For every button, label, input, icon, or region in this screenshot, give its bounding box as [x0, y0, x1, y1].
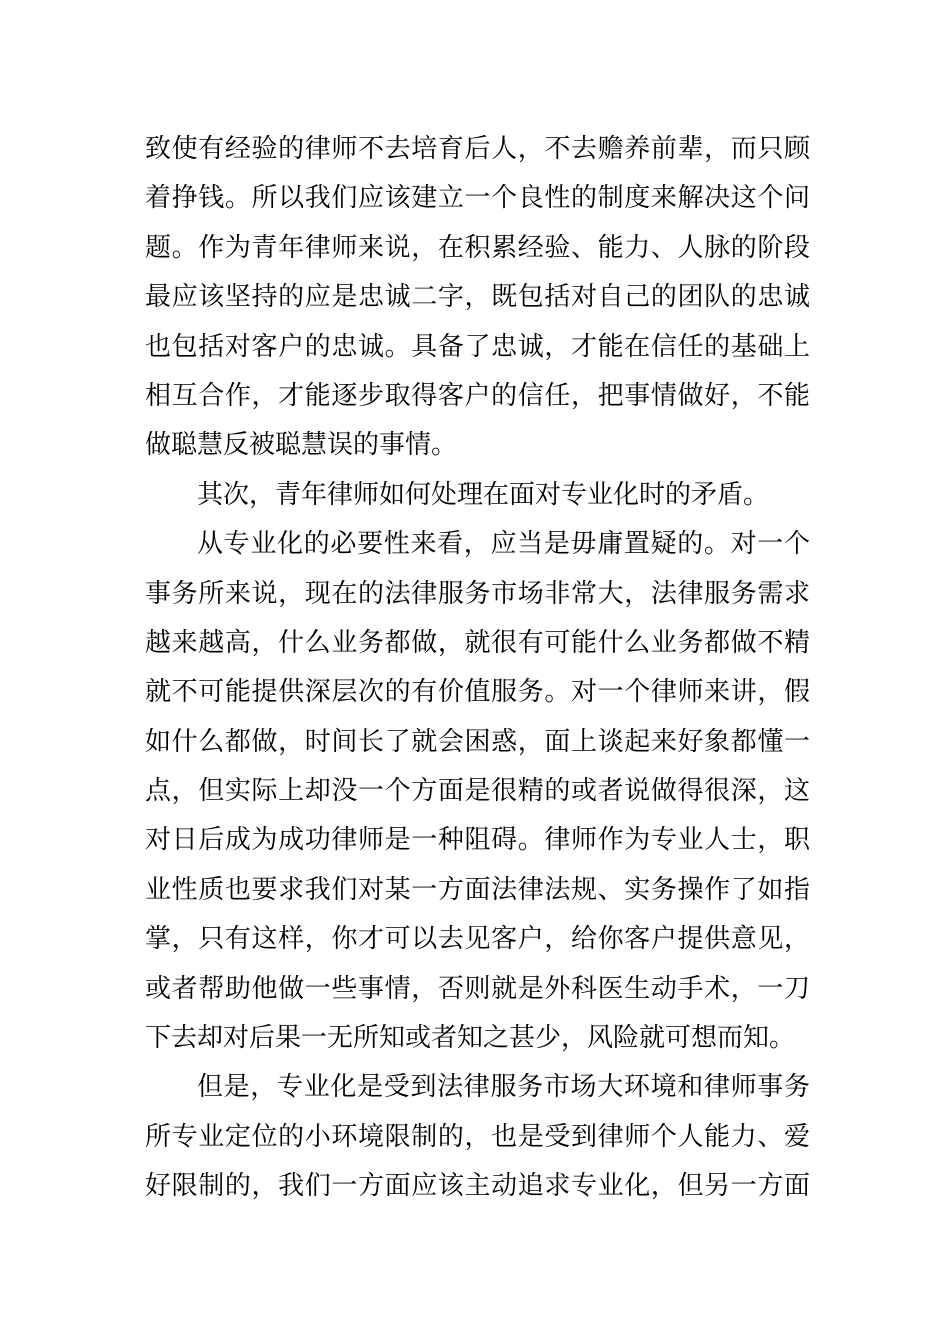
- text-line: 也包括对客户的忠诚。具备了忠诚，才能在信任的基础上: [145, 331, 810, 362]
- text-line: 下去却对后果一无所知或者知之甚少，风险就可想而知。: [145, 1023, 796, 1054]
- text-line: 致使有经验的律师不去培育后人，不去赡养前辈，而只顾: [145, 134, 810, 164]
- body-text: [145, 125, 810, 1212]
- text-line: 或者帮助他做一些事情，否则就是外科医生动手术，一刀: [145, 973, 810, 1004]
- paragraph: [145, 1063, 810, 1211]
- text-line: 所专业定位的小环境限制的，也是受到律师个人能力、爱: [145, 1121, 810, 1152]
- text-line: 其次，青年律师如何处理在面对专业化时的矛盾。: [197, 479, 770, 510]
- text-line: 最应该坚持的应是忠诚二字，既包括对自己的团队的忠诚: [145, 282, 810, 313]
- text-line: 好限制的，我们一方面应该主动追求专业化，但另一方面: [145, 1171, 810, 1202]
- text-line: 对日后成为成功律师是一种阻碍。律师作为专业人士，职: [145, 825, 810, 856]
- text-line: 如什么都做，时间长了就会困惑，面上谈起来好象都懂一: [145, 726, 810, 757]
- paragraph: [145, 471, 810, 520]
- text-line: 点，但实际上却没一个方面是很精的或者说做得很深，这: [145, 776, 810, 807]
- text-line: 掌，只有这样，你才可以去见客户，给你客户提供意见，: [145, 924, 810, 955]
- text-line: 就不可能提供深层次的有价值服务。对一个律师来讲，假: [145, 677, 810, 708]
- text-line: 从专业化的必要性来看，应当是毋庸置疑的。对一个: [197, 529, 810, 560]
- paragraph: [145, 520, 810, 1063]
- text-line: 相互合作，才能逐步取得客户的信任，把事情做好，不能: [145, 380, 810, 411]
- text-line: 事务所来说，现在的法律服务市场非常大，法律服务需求: [145, 578, 810, 609]
- text-line: 着挣钱。所以我们应该建立一个良性的制度来解决这个问: [145, 183, 810, 214]
- text-line: 但是，专业化是受到法律服务市场大环境和律师事务: [197, 1072, 810, 1103]
- paragraph: [145, 125, 810, 471]
- text-line: 做聪慧反被聪慧误的事情。: [145, 430, 458, 461]
- text-line: 业性质也要求我们对某一方面法律法规、实务操作了如指: [145, 874, 810, 905]
- text-line: 越来越高，什么业务都做，就很有可能什么业务都做不精: [145, 627, 810, 658]
- text-line: 题。作为青年律师来说，在积累经验、能力、人脉的阶段: [145, 232, 810, 263]
